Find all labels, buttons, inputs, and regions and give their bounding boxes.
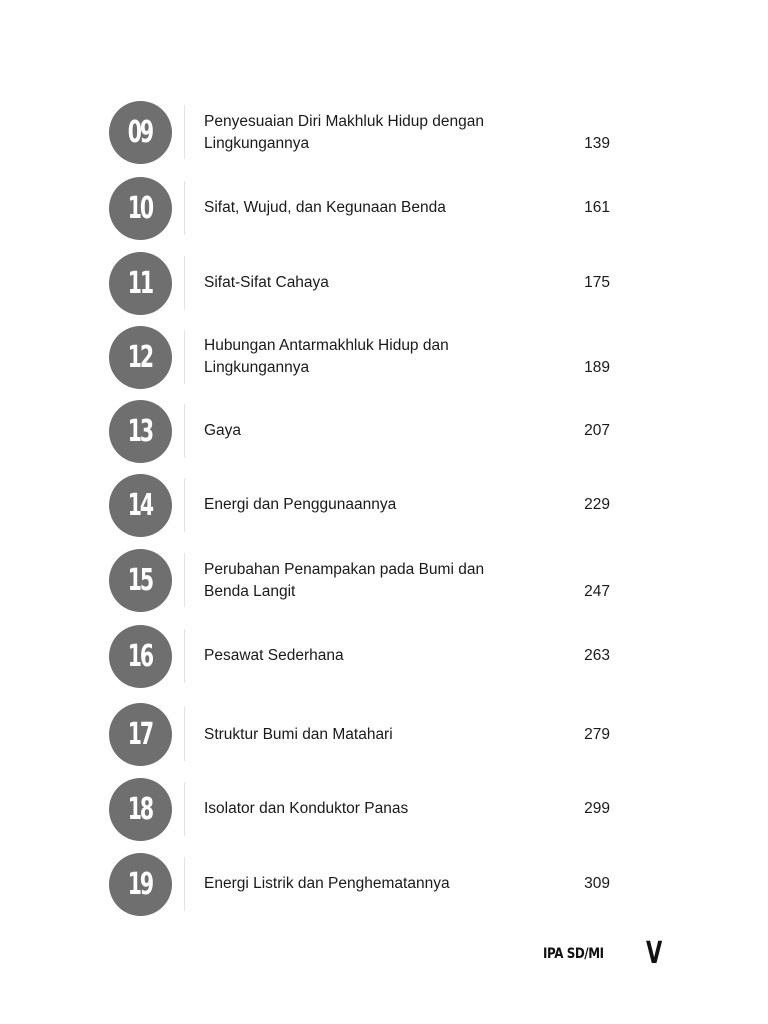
chapter-title-line: Hubungan Antarmakhluk Hidup dan bbox=[204, 337, 449, 354]
divider bbox=[184, 256, 185, 310]
chapter-title bbox=[204, 559, 524, 603]
chapter-title-line: Benda Langit bbox=[204, 583, 296, 600]
divider bbox=[184, 782, 185, 836]
chapter-number: 14 bbox=[127, 487, 152, 523]
chapter-title bbox=[204, 873, 524, 895]
chapter-title-line: Struktur Bumi dan Matahari bbox=[204, 726, 393, 743]
chapter-title-line: Gaya bbox=[204, 422, 242, 439]
divider bbox=[184, 629, 185, 683]
chapter-title-line: Penyesuaian Diri Makhluk Hidup dengan bbox=[204, 113, 485, 130]
chapter-number: 16 bbox=[127, 638, 152, 674]
page-number: 207 bbox=[584, 422, 610, 439]
chapter-badge bbox=[109, 252, 172, 315]
divider bbox=[184, 404, 185, 458]
chapter-badge bbox=[109, 549, 172, 612]
page-number: 299 bbox=[584, 800, 610, 817]
page-number: 161 bbox=[584, 199, 610, 216]
chapter-badge bbox=[109, 778, 172, 841]
chapter-title-line: Pesawat Sederhana bbox=[204, 647, 344, 664]
chapter-title-line: Isolator dan Konduktor Panas bbox=[204, 800, 409, 817]
chapter-badge bbox=[109, 703, 172, 766]
chapter-title-line: Energi Listrik dan Penghematannya bbox=[204, 875, 450, 892]
chapter-title bbox=[204, 272, 524, 294]
page-number: 309 bbox=[584, 875, 610, 892]
chapter-title bbox=[204, 111, 524, 155]
chapter-badge bbox=[109, 326, 172, 389]
divider bbox=[184, 330, 185, 384]
chapter-number: 15 bbox=[127, 562, 152, 598]
chapter-number: 18 bbox=[127, 791, 152, 827]
chapter-title-line: Sifat-Sifat Cahaya bbox=[204, 274, 329, 291]
chapter-title bbox=[204, 335, 524, 379]
chapter-number: 12 bbox=[127, 339, 152, 375]
divider bbox=[184, 707, 185, 761]
chapter-title-line: Lingkungannya bbox=[204, 135, 310, 152]
page-number: 229 bbox=[584, 496, 610, 513]
divider bbox=[184, 553, 185, 607]
chapter-title bbox=[204, 494, 524, 516]
divider bbox=[184, 181, 185, 235]
page-number: 189 bbox=[584, 359, 610, 376]
chapter-number: 11 bbox=[127, 265, 152, 301]
chapter-title-line: Perubahan Penampakan pada Bumi dan bbox=[204, 561, 485, 578]
chapter-title bbox=[204, 197, 524, 219]
chapter-number: 10 bbox=[127, 190, 152, 226]
divider bbox=[184, 857, 185, 911]
page-number: 247 bbox=[584, 583, 610, 600]
chapter-title bbox=[204, 798, 524, 820]
chapter-title-line: Sifat, Wujud, dan Kegunaan Benda bbox=[204, 199, 446, 216]
chapter-badge bbox=[109, 177, 172, 240]
chapter-badge bbox=[109, 400, 172, 463]
chapter-badge bbox=[109, 474, 172, 537]
chapter-number: 17 bbox=[127, 716, 152, 752]
chapter-title bbox=[204, 420, 524, 442]
chapter-title bbox=[204, 645, 524, 667]
footer-subject: IPA SD/MI bbox=[543, 946, 604, 962]
chapter-number: 09 bbox=[127, 114, 152, 150]
page-number: 139 bbox=[584, 135, 610, 152]
page-number: 263 bbox=[584, 647, 610, 664]
chapter-title bbox=[204, 724, 524, 746]
page-number: 175 bbox=[584, 274, 610, 291]
divider bbox=[184, 105, 185, 159]
footer-page-number: V bbox=[646, 936, 663, 971]
chapter-badge bbox=[109, 625, 172, 688]
chapter-badge bbox=[109, 101, 172, 164]
chapter-title-line: Lingkungannya bbox=[204, 359, 310, 376]
chapter-badge bbox=[109, 853, 172, 916]
page-number: 279 bbox=[584, 726, 610, 743]
chapter-number: 19 bbox=[127, 866, 152, 902]
chapter-title-line: Energi dan Penggunaannya bbox=[204, 496, 397, 513]
divider bbox=[184, 478, 185, 532]
chapter-number: 13 bbox=[127, 413, 152, 449]
